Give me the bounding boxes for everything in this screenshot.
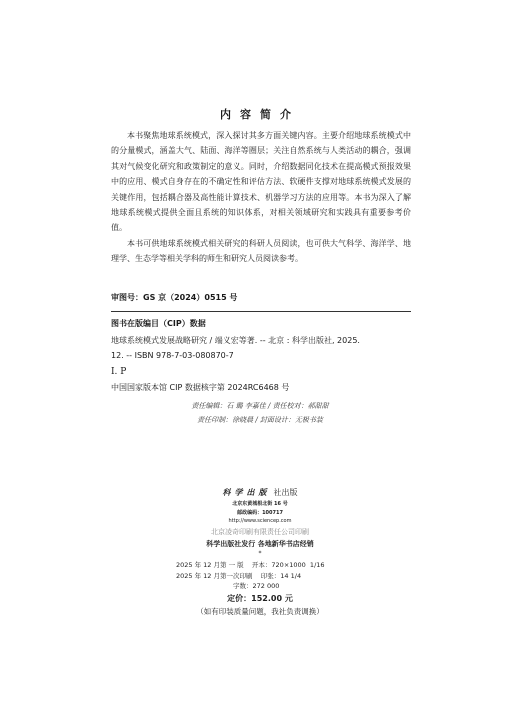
price: 定价：152.00 元 [227, 594, 293, 603]
quality-note: （如有印装质量问题，我社负责调换） [196, 607, 324, 616]
printing-sheets: 2025 年 12 月第一次印刷 印张：14 1/4 [176, 572, 302, 580]
publisher-name [0, 487, 520, 498]
printer: 北京凌奇印刷有限责任公司印刷 [211, 528, 309, 536]
cip-number: 中国国家版本馆 CIP 数据核字第 2024RC6468 号 [111, 383, 290, 392]
publisher-website: http://www.sciencep.com [228, 518, 292, 524]
publisher-name-suffix: 社出版 [273, 488, 298, 497]
intro-title: 内容简介 [220, 108, 300, 121]
separator-star: * [258, 550, 262, 557]
word-count: 字数：272 000 [233, 582, 280, 590]
publisher-logo: 科学出版 [222, 487, 271, 497]
cip-classification: Ⅰ. P [111, 367, 127, 377]
intro-paragraph-2 [111, 236, 411, 267]
publisher-postcode: 邮政编码：100717 [237, 510, 283, 516]
intro-paragraph-2-text: 本书可供地球系统模式相关研究的科研人员阅读，也可供大气科学、海洋学、地理学、生态学等相关学科的师生和研究人员阅读参考。 [111, 239, 411, 264]
cip-heading: 图书在版编目（CIP）数据 [111, 319, 206, 328]
edition-format: 2025 年 12 月第 一 版 开本：720×1000 1/16 [176, 561, 325, 569]
credits-editors: 责任编辑：石 璐 李嘉佳 / 责任校对：郝甜甜 [191, 402, 329, 410]
cip-description-line-1: 地球系统模式发展战略研究 / 端义宏等著. -- 北京 : 科学出版社, 2025. [111, 336, 360, 345]
cip-description-line-2: 12. -- ISBN 978-7-03-080870-7 [111, 351, 234, 360]
intro-paragraph-1-text: 本书聚焦地球系统模式，深入探讨其多方面关键内容。主要介绍地球系统模式中的分量模式，涵盖大气、陆面、海洋等圈层；关注自然系统与人类活动的耦合，强调其对气候变化研究和政策制定的意义。同时，介绍数据同化技术在提高模式预报效果中的应用、模式自身存在的不确定性和评估方法、软硬件支撑对地球系统模式发展的关键作用，包括耦合器及高性能计算技术、机器学习方法的应用等。本书为深入了解地球系统模式提供全面且系统的知识体系，对相关领域研究和实践具有重要参考价值。 [111, 131, 411, 233]
distribution: 科学出版社发行 各地新华书店经销 [206, 540, 314, 548]
map-review-number: 审图号：GS 京（2024）0515 号 [111, 293, 238, 302]
publisher-address: 北京东黄城根北街 16 号 [232, 501, 288, 507]
divider [111, 311, 411, 312]
credits-production: 责任印制：徐晓晨 / 封面设计：无极书装 [197, 416, 323, 424]
intro-paragraph-1 [111, 128, 411, 236]
